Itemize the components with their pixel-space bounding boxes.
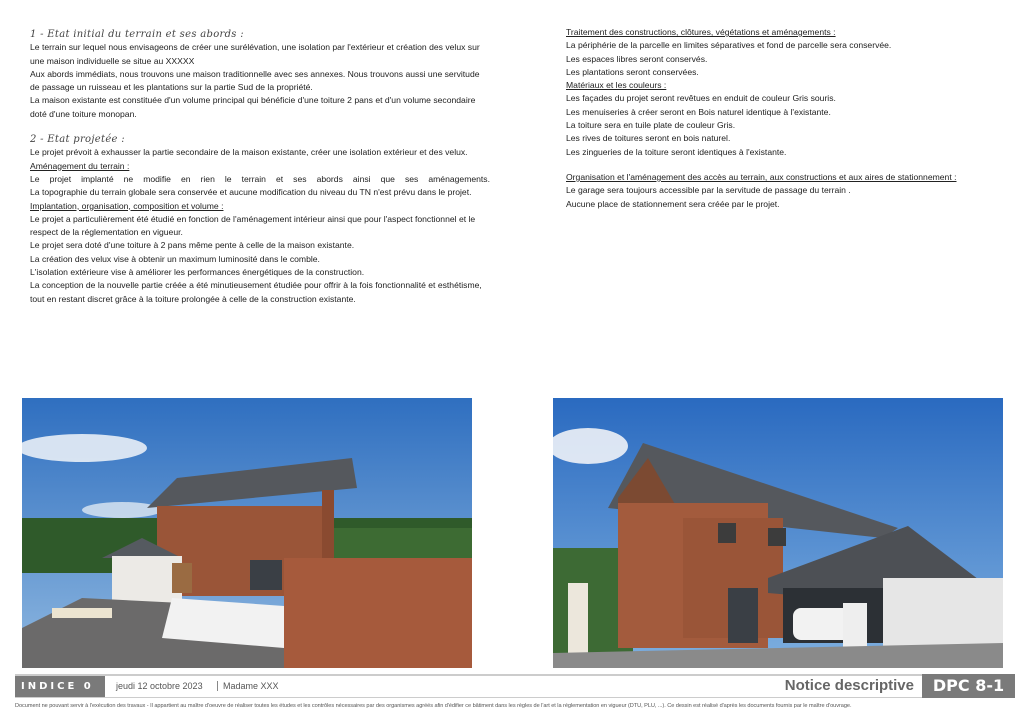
document-title: Notice descriptive bbox=[784, 677, 914, 694]
paragraph: Les plantations seront conservées. bbox=[566, 66, 699, 77]
footer-disclaimer: Document ne pouvant servir à l'exécution des travaux - Il appartient au maître d'oeuvre de réaliser toutes les études et les contrôles nécessaires par des organismes agréés afin d'édifier ce bâtiment dans les règles de l'art et la réglementation en vigueur (DTU, PLU, ...). Ce dessin est réalisé d'après les documents fournis par le maître d'ouvrage. bbox=[15, 703, 852, 709]
paragraph: La périphérie de la parcelle en limites séparatives et fond de parcelle sera conservée. bbox=[566, 40, 892, 51]
paragraph: Le projet implanté ne modifie en rien le terrain et ses abords ainsi que ses aménagements. bbox=[30, 173, 490, 184]
implantation-heading: Implantation, organisation, composition et volume : bbox=[30, 200, 224, 211]
left-column bbox=[30, 28, 490, 306]
paragraph: La topographie du terrain globale sera conservée et aucune modification du niveau du TN n'est prévu dans le projet. bbox=[30, 187, 472, 198]
indice-badge: INDICE 0 bbox=[15, 676, 105, 697]
paragraph: Les zingueries de la toiture seront identiques à l'existante. bbox=[566, 146, 787, 157]
paragraph: Les rives de toitures seront en bois naturel. bbox=[566, 133, 731, 144]
paragraph: La maison existante est constituée d'un volume principal qui bénéficie d'une toiture 2 pans et d'un volume secondaire doté d'une toiture monopan. bbox=[30, 95, 476, 119]
paragraph: Le projet sera doté d'une toiture à 2 pans même pente à celle de la maison existante. bbox=[30, 240, 355, 251]
render-image-rear-view bbox=[22, 398, 472, 668]
paragraph: Les espaces libres seront conservés. bbox=[566, 53, 708, 64]
materiaux-heading: Matériaux et les couleurs : bbox=[566, 80, 667, 91]
client-name: Madame XXX bbox=[217, 681, 279, 691]
document-code: DPC 8-1 bbox=[922, 674, 1015, 698]
traitement-heading: Traitement des constructions, clôtures, végétations et aménagements : bbox=[566, 27, 836, 37]
paragraph: L'isolation extérieure vise à améliorer les performances énergétiques de la construction. bbox=[30, 267, 365, 278]
document-date: jeudi 12 octobre 2023 bbox=[116, 681, 203, 691]
paragraph: Les menuiseries à créer seront en Bois naturel identique à l'existante. bbox=[566, 106, 831, 117]
paragraph: La toiture sera en tuile plate de couleur Gris. bbox=[566, 120, 736, 131]
paragraph: Le projet a particulièrement été étudié en fonction de l'aménagement intérieur ainsi que pour l'aspect fonctionnel et le respect de la réglementation en vigueur. bbox=[30, 213, 476, 238]
paragraph: Aucune place de stationnement sera créée par le projet. bbox=[566, 198, 780, 209]
paragraph: Le terrain sur lequel nous envisageons de créer une surélévation, une isolation par l'extérieur et création des velux sur une maison individuelle se situe au XXXXX bbox=[30, 42, 480, 66]
right-column bbox=[566, 26, 1006, 211]
amenagement-heading: Aménagement du terrain : bbox=[30, 160, 130, 171]
section2-title: 2 - Etat projetée : bbox=[30, 134, 125, 146]
organisation-heading: Organisation et l'aménagement des accès au terrain, aux constructions et aux aires de stationnement : bbox=[566, 171, 957, 182]
section1-title: 1 - Etat initial du terrain et ses abords : bbox=[30, 29, 244, 40]
paragraph: La conception de la nouvelle partie créée a été minutieusement étudiée pour offrir à la fois fonctionnalité et esthétisme, tout en restant discret grâce à la toiture prolongée à celle de la construction existante. bbox=[30, 280, 482, 304]
render-image-front-view bbox=[553, 398, 1003, 668]
paragraph: Le projet prévoit à exhausser la partie secondaire de la maison existante, créer une isolation extérieur et des velux. bbox=[30, 147, 468, 158]
paragraph: Aux abords immédiats, nous trouvons une maison traditionnelle avec ses annexes. Nous trouvons aussi une servitude de passage un ruisseau et les plantations sur la partie Sud de la propriété. bbox=[30, 68, 480, 93]
paragraph: Le garage sera toujours accessible par la servitude de passage du terrain . bbox=[566, 185, 851, 196]
paragraph: Les façades du projet seront revêtues en enduit de couleur Gris souris. bbox=[566, 93, 836, 104]
paragraph: La création des velux vise à obtenir un maximum luminosité dans le comble. bbox=[30, 253, 320, 264]
